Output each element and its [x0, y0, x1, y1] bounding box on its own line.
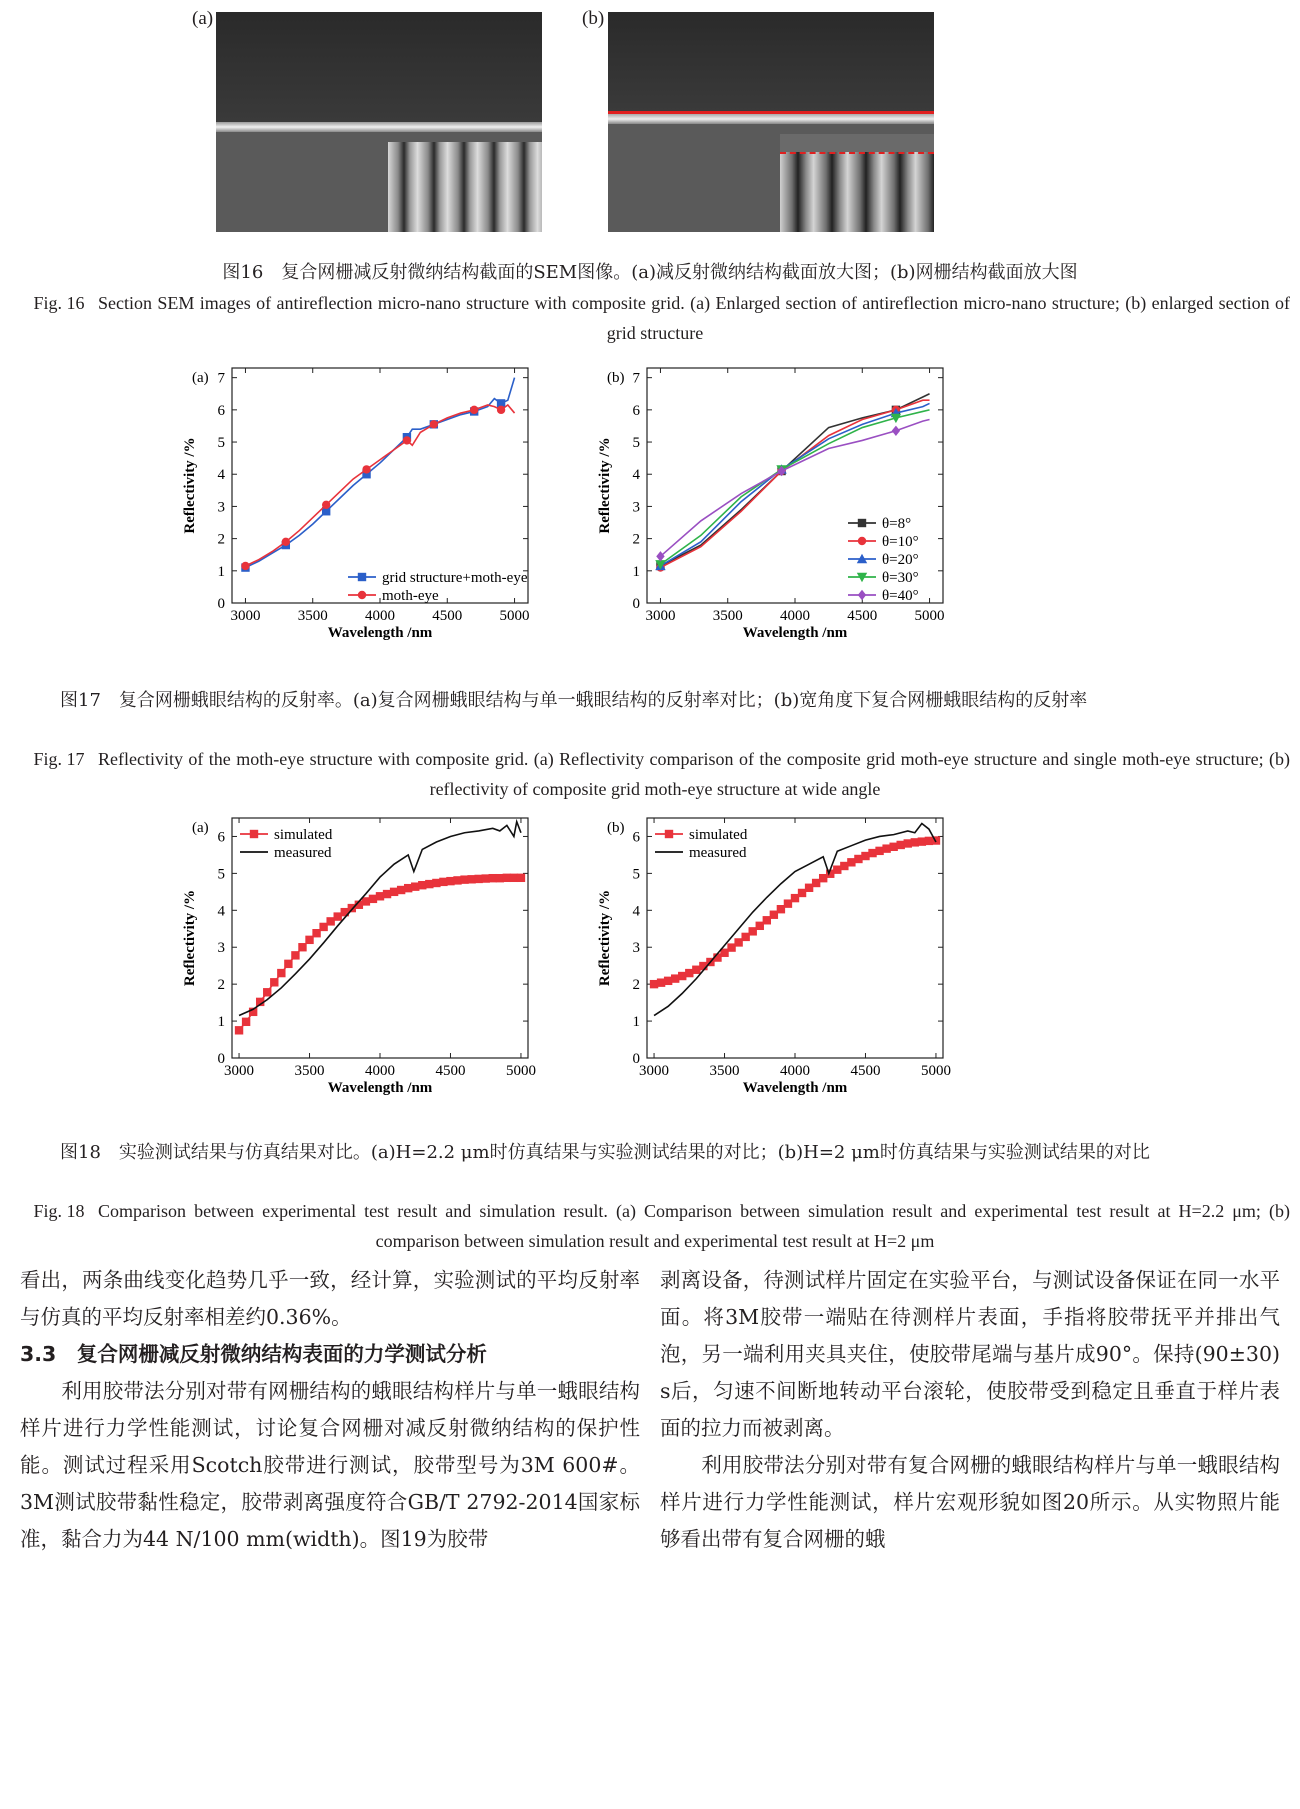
- fig17-caption-en: [20, 744, 1290, 804]
- legend-label: θ=10°: [882, 534, 919, 550]
- data-point-0: [277, 969, 285, 977]
- y-tick-label: 6: [217, 829, 225, 846]
- y-tick-label: 5: [217, 866, 225, 883]
- data-point-1: [322, 501, 330, 509]
- x-tick-label: 5000: [505, 1063, 536, 1079]
- y-tick-label: 4: [632, 467, 640, 484]
- x-tick-label: 4000: [365, 608, 395, 624]
- fig16-caption-number: Fig. 16: [33, 293, 85, 313]
- body-right-column: [660, 1262, 1280, 1558]
- x-tick-label: 4500: [847, 608, 878, 624]
- y-tick-label: 7: [632, 370, 640, 387]
- data-point-0: [298, 943, 306, 951]
- legend-marker: [858, 519, 866, 527]
- panel-label: (a): [192, 820, 209, 836]
- x-tick-label: 3500: [712, 608, 743, 624]
- y-tick-label: 0: [632, 596, 640, 612]
- data-point-0: [263, 988, 271, 996]
- legend-label: measured: [274, 845, 332, 861]
- x-tick-label: 3500: [297, 608, 328, 624]
- y-tick-label: 6: [632, 402, 640, 419]
- y-tick-label: 1: [217, 563, 225, 580]
- y-tick-label: 6: [632, 829, 640, 846]
- chart-fig18b: [585, 810, 965, 1110]
- y-axis-label: Reflectivity /%: [182, 889, 198, 987]
- sem-inset-a: [388, 142, 542, 232]
- fig18-caption-number: Fig. 18: [33, 1201, 85, 1221]
- x-tick-label: 5000: [920, 1063, 951, 1079]
- x-tick-label: 3000: [224, 1063, 255, 1079]
- data-point-0: [242, 1018, 250, 1026]
- x-axis-label: Wavelength /nm: [742, 1080, 848, 1096]
- data-point-0: [517, 874, 525, 882]
- fig16-caption-cn: 图16 复合网栅减反射微纳结构截面的SEM图像。(a)减反射微纳结构截面放大图；(b)网栅结构截面放大图: [222, 262, 1078, 283]
- legend-label: θ=8°: [882, 516, 912, 532]
- panel-label: (b): [607, 370, 625, 386]
- sem-image-b: [608, 12, 934, 232]
- x-tick-label: 5000: [914, 608, 945, 624]
- fig16-panel-b-label: (b): [582, 8, 605, 29]
- fig18-caption-cn: 图18 实验测试结果与仿真结果对比。(a)H=2.2 μm时仿真结果与实验测试结果的对比；(b)H=2 μm时仿真结果与实验测试结果的对比: [60, 1142, 1150, 1163]
- data-point-4: [892, 426, 900, 436]
- data-point-1: [430, 420, 438, 428]
- legend-label: grid structure+moth-eye: [382, 570, 528, 586]
- legend-marker: [858, 590, 866, 600]
- x-tick-label: 4000: [780, 1063, 810, 1079]
- series-line-0: [654, 841, 936, 985]
- chart-fig17a: [170, 360, 550, 655]
- fig17-caption-cn: 图17 复合网栅蛾眼结构的反射率。(a)复合网栅蛾眼结构与单一蛾眼结构的反射率对比；(b)宽角度下复合网栅蛾眼结构的反射率: [60, 690, 1088, 711]
- x-axis-label: Wavelength /nm: [327, 1080, 433, 1096]
- x-tick-label: 4000: [780, 608, 810, 624]
- y-axis-label: Reflectivity /%: [597, 889, 613, 987]
- legend-label: θ=30°: [882, 570, 919, 586]
- y-tick-label: 1: [217, 1014, 225, 1031]
- body-right-paragraph-1: 剥离设备，待测试样片固定在实验平台，与测试设备保证在同一水平面。将3M胶带一端贴在待测样片表面，手指将胶带抚平并排出气泡，另一端利用夹具夹住，使胶带尾端与基片成90°。保持(90±30) s后，匀速不间断地转动平台滚轮，使胶带受到稳定且垂直于样片表面的拉力而被剥离。: [660, 1268, 1280, 1440]
- x-axis-label: Wavelength /nm: [327, 625, 433, 641]
- fig17-caption-number: Fig. 17: [33, 749, 85, 769]
- y-tick-label: 5: [632, 866, 640, 883]
- plot-frame: [232, 368, 528, 603]
- legend-marker: [858, 537, 866, 545]
- fig18-caption-en: [20, 1196, 1290, 1256]
- y-tick-label: 5: [217, 435, 225, 452]
- legend-label: simulated: [689, 827, 748, 843]
- y-tick-label: 4: [632, 903, 640, 920]
- section-heading: 3.3 复合网栅减反射微纳结构表面的力学测试分析: [20, 1342, 487, 1366]
- data-point-1: [362, 465, 370, 473]
- x-tick-label: 4500: [850, 1063, 881, 1079]
- y-tick-label: 3: [632, 499, 640, 516]
- data-point-1: [241, 562, 249, 570]
- y-tick-label: 1: [632, 1014, 640, 1031]
- y-tick-label: 2: [217, 977, 225, 994]
- y-tick-label: 6: [217, 402, 225, 419]
- fig16-panel-a-label: (a): [192, 8, 214, 29]
- chart-fig18a: [170, 810, 550, 1110]
- panel-label: (b): [607, 820, 625, 836]
- legend-marker: [358, 591, 366, 599]
- chart-fig17b: [585, 360, 965, 655]
- body-left-paragraph-2: 利用胶带法分别对带有网栅结构的蛾眼结构样片与单一蛾眼结构样片进行力学性能测试，讨论复合网栅对减反射微纳结构的保护性能。测试过程采用Scotch胶带进行测试，胶带型号为3M 600#。3M测试胶带黏性稳定，胶带剥离强度符合GB/T 2792-2014国家标准，黏合力为44 N/100 mm(width)。图19为胶带: [20, 1379, 640, 1551]
- y-tick-label: 3: [217, 940, 225, 957]
- y-tick-label: 0: [632, 1051, 640, 1067]
- legend-label: θ=20°: [882, 552, 919, 568]
- y-axis-label: Reflectivity /%: [597, 437, 613, 534]
- data-point-1: [403, 436, 411, 444]
- data-point-0: [284, 960, 292, 968]
- y-tick-label: 4: [217, 467, 225, 484]
- y-tick-label: 3: [632, 940, 640, 957]
- y-axis-label: Reflectivity /%: [182, 437, 198, 534]
- body-right-paragraph-2: 利用胶带法分别对带有复合网栅的蛾眼结构样片与单一蛾眼结构样片进行力学性能测试，样片宏观形貌如图20所示。从实物照片能够看出带有复合网栅的蛾: [660, 1453, 1280, 1551]
- body-left-column: [20, 1262, 640, 1558]
- x-tick-label: 4000: [365, 1063, 395, 1079]
- x-tick-label: 3500: [709, 1063, 740, 1079]
- fig16-caption-text: Section SEM images of antireflection micro-nano structure with composite grid. (a) Enlarged section of antireflection micro-nano structure; (b) enlarged section of grid structure: [98, 293, 1290, 343]
- y-tick-label: 2: [632, 531, 640, 548]
- y-tick-label: 2: [217, 531, 225, 548]
- x-tick-label: 3000: [645, 608, 676, 624]
- data-point-1: [282, 538, 290, 546]
- x-tick-label: 3000: [230, 608, 261, 624]
- y-tick-label: 3: [217, 499, 225, 516]
- legend-marker: [358, 573, 366, 581]
- body-left-paragraph-1: 看出，两条曲线变化趋势几乎一致，经计算，实验测试的平均反射率与仿真的平均反射率相差约0.36%。: [20, 1268, 640, 1329]
- x-tick-label: 3500: [294, 1063, 325, 1079]
- x-tick-label: 3000: [639, 1063, 670, 1079]
- x-tick-label: 5000: [499, 608, 530, 624]
- data-point-0: [270, 978, 278, 986]
- legend-label: measured: [689, 845, 747, 861]
- x-axis-label: Wavelength /nm: [742, 625, 848, 641]
- data-point-1: [470, 406, 478, 414]
- y-tick-label: 0: [217, 1051, 225, 1067]
- fig18-caption-text: Comparison between experimental test result and simulation result. (a) Comparison between simulation result and experimental test result at H=2.2 μm; (b) comparison between simulation result and experimental test result at H=2 μm: [98, 1201, 1290, 1251]
- x-tick-label: 4500: [435, 1063, 466, 1079]
- x-tick-label: 4500: [432, 608, 463, 624]
- y-tick-label: 1: [632, 563, 640, 580]
- legend-label: θ=40°: [882, 588, 919, 604]
- sem-image-a: [216, 12, 542, 232]
- fig17-caption-text: Reflectivity of the moth-eye structure with composite grid. (a) Reflectivity comparison of the composite grid moth-eye structure and single moth-eye structure; (b) reflectivity of composite grid moth-eye structure at wide angle: [98, 749, 1290, 799]
- legend-label: simulated: [274, 827, 333, 843]
- y-tick-label: 4: [217, 903, 225, 920]
- y-tick-label: 0: [217, 596, 225, 612]
- data-point-0: [235, 1026, 243, 1034]
- y-tick-label: 7: [217, 370, 225, 387]
- series-line-0: [239, 878, 521, 1030]
- data-point-0: [291, 951, 299, 959]
- data-point-1: [497, 406, 505, 414]
- panel-label: (a): [192, 370, 209, 386]
- y-tick-label: 2: [632, 977, 640, 994]
- legend-marker: [250, 830, 258, 838]
- legend-marker: [665, 830, 673, 838]
- y-tick-label: 5: [632, 435, 640, 452]
- sem-inset-b: [780, 134, 934, 232]
- legend-label: moth-eye: [382, 588, 439, 604]
- fig16-caption-en: [20, 288, 1290, 348]
